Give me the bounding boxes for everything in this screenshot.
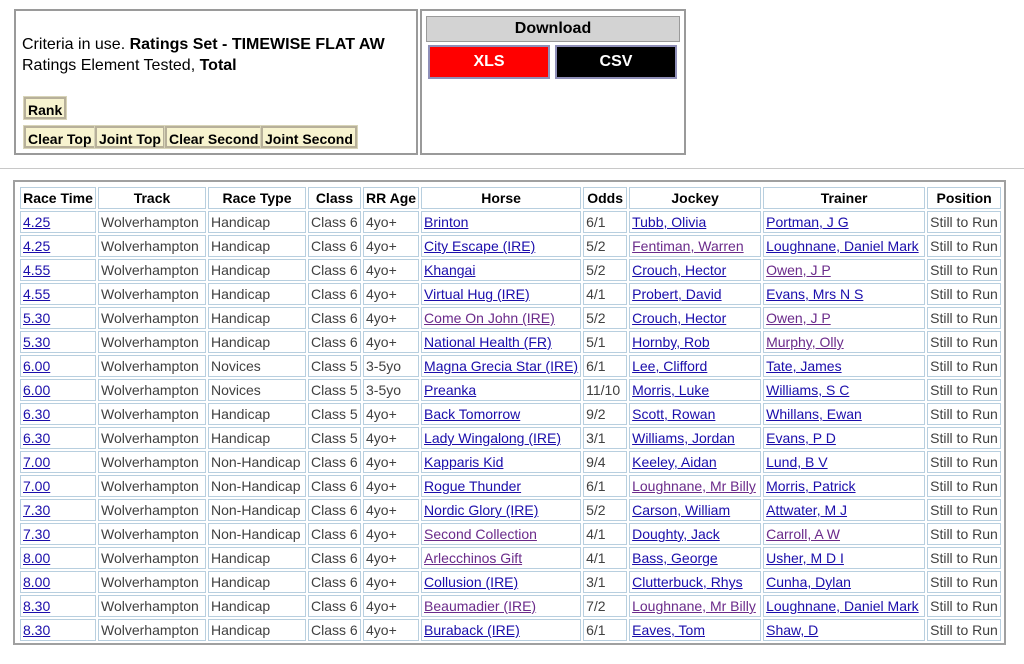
trainer-link[interactable]: Shaw, D <box>766 622 819 638</box>
jockey-link[interactable]: Crouch, Hector <box>632 310 727 326</box>
table-row <box>20 331 1001 353</box>
horse-link[interactable]: Khangai <box>424 262 476 278</box>
trainer-link[interactable]: Murphy, Olly <box>766 334 844 350</box>
table-row <box>20 595 1001 617</box>
jockey-link[interactable]: Fentiman, Warren <box>632 238 744 254</box>
trainer-link[interactable]: Whillans, Ewan <box>766 406 862 422</box>
cell-class: Class 6 <box>308 499 361 521</box>
cell-position: Still to Run <box>927 547 1001 569</box>
cell-race-time <box>20 427 96 449</box>
cell-race-type: Handicap <box>208 307 306 329</box>
cell-position: Still to Run <box>927 427 1001 449</box>
table-row <box>20 451 1001 473</box>
cell-track: Wolverhampton <box>98 331 206 353</box>
cell-track: Wolverhampton <box>98 619 206 641</box>
cell-trainer <box>763 211 925 233</box>
table-row <box>20 259 1001 281</box>
race-time-link[interactable]: 7.00 <box>23 454 51 470</box>
cell-rr-age: 4yo+ <box>363 475 419 497</box>
cell-class: Class 6 <box>308 547 361 569</box>
cell-horse <box>421 235 581 257</box>
table-row <box>20 211 1001 233</box>
cell-race-time <box>20 331 96 353</box>
cell-race-time <box>20 211 96 233</box>
cell-track: Wolverhampton <box>98 307 206 329</box>
cell-rr-age: 4yo+ <box>363 499 419 521</box>
cell-position: Still to Run <box>927 403 1001 425</box>
table-row <box>20 355 1001 377</box>
horse-link[interactable]: Brinton <box>424 214 469 230</box>
horse-link[interactable]: Second Collection <box>424 526 537 542</box>
cell-jockey <box>629 235 761 257</box>
cell-jockey <box>629 211 761 233</box>
trainer-link[interactable]: Williams, S C <box>766 382 850 398</box>
header-race-time: Race Time <box>20 187 96 209</box>
cell-horse <box>421 379 581 401</box>
cell-jockey <box>629 427 761 449</box>
jockey-link[interactable]: Clutterbuck, Rhys <box>632 574 743 590</box>
cell-rr-age: 4yo+ <box>363 259 419 281</box>
cell-class: Class 6 <box>308 307 361 329</box>
cell-race-time <box>20 547 96 569</box>
cell-race-time <box>20 379 96 401</box>
race-time-link[interactable]: 5.30 <box>23 334 51 350</box>
cell-rr-age: 4yo+ <box>363 547 419 569</box>
joint-second-button[interactable]: Joint Second <box>261 126 357 148</box>
horse-link[interactable]: Arlecchinos Gift <box>424 550 523 566</box>
cell-rr-age: 4yo+ <box>363 595 419 617</box>
csv-download-button[interactable]: CSV <box>555 45 677 79</box>
cell-race-time <box>20 499 96 521</box>
trainer-link[interactable]: Loughnane, Daniel Mark <box>766 598 919 614</box>
horse-link[interactable]: Nordic Glory (IRE) <box>424 502 539 518</box>
horse-link[interactable]: Rogue Thunder <box>424 478 522 494</box>
table-row <box>20 283 1001 305</box>
jockey-link[interactable]: Williams, Jordan <box>632 430 735 446</box>
race-time-link[interactable]: 6.00 <box>23 382 51 398</box>
header-horse: Horse <box>421 187 581 209</box>
cell-horse <box>421 547 581 569</box>
trainer-link[interactable]: Evans, Mrs N S <box>766 286 864 302</box>
cell-track: Wolverhampton <box>98 571 206 593</box>
cell-race-time <box>20 283 96 305</box>
cell-jockey <box>629 283 761 305</box>
cell-odds: 6/1 <box>583 355 627 377</box>
download-title: Download <box>426 16 680 42</box>
cell-rr-age: 4yo+ <box>363 307 419 329</box>
cell-odds: 6/1 <box>583 211 627 233</box>
cell-horse <box>421 523 581 545</box>
cell-horse <box>421 307 581 329</box>
horse-link[interactable]: Kapparis Kid <box>424 454 504 470</box>
cell-track: Wolverhampton <box>98 595 206 617</box>
cell-position: Still to Run <box>927 355 1001 377</box>
jockey-link[interactable]: Scott, Rowan <box>632 406 716 422</box>
results-table <box>18 185 1003 643</box>
cell-trainer <box>763 451 925 473</box>
table-row <box>20 619 1001 641</box>
criteria-panel <box>14 9 418 155</box>
cell-trainer <box>763 475 925 497</box>
cell-rr-age: 4yo+ <box>363 211 419 233</box>
header-trainer: Trainer <box>763 187 925 209</box>
cell-odds: 5/2 <box>583 499 627 521</box>
horse-link[interactable]: Virtual Hug (IRE) <box>424 286 530 302</box>
trainer-link[interactable]: Lund, B V <box>766 454 828 470</box>
cell-race-time <box>20 307 96 329</box>
header-race-type: Race Type <box>208 187 306 209</box>
criteria-text <box>22 34 385 76</box>
cell-horse <box>421 595 581 617</box>
table-row <box>20 547 1001 569</box>
joint-top-button[interactable]: Joint Top <box>95 126 165 148</box>
cell-position: Still to Run <box>927 595 1001 617</box>
jockey-link[interactable]: Eaves, Tom <box>632 622 705 638</box>
element-prefix: Ratings Element Tested, <box>22 57 200 74</box>
cell-rr-age: 4yo+ <box>363 235 419 257</box>
cell-race-time <box>20 355 96 377</box>
jockey-link[interactable]: Doughty, Jack <box>632 526 720 542</box>
table-row <box>20 571 1001 593</box>
trainer-link[interactable]: Tate, James <box>766 358 842 374</box>
cell-class: Class 5 <box>308 379 361 401</box>
trainer-link[interactable]: Cunha, Dylan <box>766 574 851 590</box>
cell-race-type: Handicap <box>208 571 306 593</box>
race-time-link[interactable]: 4.55 <box>23 286 51 302</box>
cell-race-type: Handicap <box>208 283 306 305</box>
cell-race-time <box>20 523 96 545</box>
cell-rr-age: 4yo+ <box>363 331 419 353</box>
race-time-link[interactable]: 7.30 <box>23 502 51 518</box>
cell-trainer <box>763 427 925 449</box>
trainer-link[interactable]: Portman, J G <box>766 214 849 230</box>
table-row <box>20 403 1001 425</box>
cell-jockey <box>629 403 761 425</box>
cell-class: Class 6 <box>308 451 361 473</box>
horse-link[interactable]: City Escape (IRE) <box>424 238 536 254</box>
cell-race-time <box>20 595 96 617</box>
cell-odds: 4/1 <box>583 283 627 305</box>
cell-horse <box>421 403 581 425</box>
table-row <box>20 475 1001 497</box>
cell-race-type: Handicap <box>208 211 306 233</box>
table-header-row <box>20 187 1001 209</box>
race-time-link[interactable]: 4.25 <box>23 238 51 254</box>
cell-odds: 5/2 <box>583 235 627 257</box>
cell-track: Wolverhampton <box>98 427 206 449</box>
cell-track: Wolverhampton <box>98 283 206 305</box>
ratings-element-label: Total <box>199 57 237 74</box>
cell-position: Still to Run <box>927 499 1001 521</box>
jockey-link[interactable]: Crouch, Hector <box>632 262 727 278</box>
cell-track: Wolverhampton <box>98 235 206 257</box>
horse-link[interactable]: Preanka <box>424 382 477 398</box>
horse-link[interactable]: National Health (FR) <box>424 334 552 350</box>
cell-trainer <box>763 355 925 377</box>
header-class: Class <box>308 187 361 209</box>
cell-track: Wolverhampton <box>98 259 206 281</box>
horse-link[interactable]: Beaumadier (IRE) <box>424 598 537 614</box>
clear-top-button[interactable]: Clear Top <box>24 126 96 148</box>
cell-class: Class 6 <box>308 283 361 305</box>
cell-class: Class 6 <box>308 619 361 641</box>
cell-jockey <box>629 331 761 353</box>
horse-link[interactable]: Collusion (IRE) <box>424 574 519 590</box>
cell-odds: 5/1 <box>583 331 627 353</box>
race-time-link[interactable]: 6.30 <box>23 430 51 446</box>
clear-second-button[interactable]: Clear Second <box>165 126 262 148</box>
cell-odds: 9/2 <box>583 403 627 425</box>
cell-track: Wolverhampton <box>98 451 206 473</box>
cell-trainer <box>763 259 925 281</box>
cell-horse <box>421 427 581 449</box>
cell-horse <box>421 331 581 353</box>
cell-jockey <box>629 259 761 281</box>
cell-track: Wolverhampton <box>98 403 206 425</box>
cell-rr-age: 4yo+ <box>363 523 419 545</box>
cell-track: Wolverhampton <box>98 475 206 497</box>
horse-link[interactable]: Come On John (IRE) <box>424 310 555 326</box>
cell-rr-age: 4yo+ <box>363 451 419 473</box>
cell-jockey <box>629 571 761 593</box>
ratings-set-label: Ratings Set - TIMEWISE FLAT AW <box>129 36 385 53</box>
cell-race-type: Handicap <box>208 595 306 617</box>
cell-odds: 6/1 <box>583 619 627 641</box>
jockey-link[interactable]: Hornby, Rob <box>632 334 710 350</box>
cell-race-time <box>20 259 96 281</box>
cell-position: Still to Run <box>927 259 1001 281</box>
cell-track: Wolverhampton <box>98 379 206 401</box>
race-time-link[interactable]: 8.30 <box>23 598 51 614</box>
cell-trainer <box>763 283 925 305</box>
cell-class: Class 6 <box>308 475 361 497</box>
cell-trainer <box>763 403 925 425</box>
cell-horse <box>421 259 581 281</box>
cell-race-type: Novices <box>208 355 306 377</box>
race-time-link[interactable]: 7.00 <box>23 478 51 494</box>
cell-class: Class 6 <box>308 259 361 281</box>
cell-race-type: Non-Handicap <box>208 475 306 497</box>
cell-race-type: Handicap <box>208 235 306 257</box>
trainer-link[interactable]: Owen, J P <box>766 310 831 326</box>
race-time-link[interactable]: 8.00 <box>23 550 51 566</box>
cell-track: Wolverhampton <box>98 355 206 377</box>
cell-race-time <box>20 475 96 497</box>
race-time-link[interactable]: 6.00 <box>23 358 51 374</box>
cell-horse <box>421 451 581 473</box>
cell-odds: 6/1 <box>583 475 627 497</box>
criteria-prefix: Criteria in use. <box>22 36 130 53</box>
cell-position: Still to Run <box>927 283 1001 305</box>
cell-position: Still to Run <box>927 619 1001 641</box>
cell-class: Class 6 <box>308 235 361 257</box>
cell-jockey <box>629 619 761 641</box>
race-time-link[interactable]: 4.55 <box>23 262 51 278</box>
trainer-link[interactable]: Attwater, M J <box>766 502 848 518</box>
race-time-link[interactable]: 6.30 <box>23 406 51 422</box>
horse-link[interactable]: Lady Wingalong (IRE) <box>424 430 561 446</box>
cell-jockey <box>629 355 761 377</box>
table-row <box>20 523 1001 545</box>
header-track: Track <box>98 187 206 209</box>
cell-track: Wolverhampton <box>98 547 206 569</box>
jockey-link[interactable]: Loughnane, Mr Billy <box>632 478 756 494</box>
cell-jockey <box>629 475 761 497</box>
cell-track: Wolverhampton <box>98 211 206 233</box>
cell-position: Still to Run <box>927 475 1001 497</box>
cell-horse <box>421 283 581 305</box>
table-row <box>20 235 1001 257</box>
race-time-link[interactable]: 8.00 <box>23 574 51 590</box>
race-time-link[interactable]: 5.30 <box>23 310 51 326</box>
cell-trainer <box>763 595 925 617</box>
cell-jockey <box>629 451 761 473</box>
cell-trainer <box>763 331 925 353</box>
results-table-container <box>13 180 1006 645</box>
table-row <box>20 307 1001 329</box>
section-divider <box>0 168 1024 169</box>
cell-position: Still to Run <box>927 451 1001 473</box>
cell-race-type: Handicap <box>208 403 306 425</box>
cell-horse <box>421 571 581 593</box>
cell-race-type: Novices <box>208 379 306 401</box>
cell-race-type: Non-Handicap <box>208 499 306 521</box>
cell-trainer <box>763 235 925 257</box>
cell-rr-age: 4yo+ <box>363 403 419 425</box>
cell-trainer <box>763 547 925 569</box>
trainer-link[interactable]: Owen, J P <box>766 262 831 278</box>
download-panel <box>420 9 686 155</box>
cell-race-type: Handicap <box>208 547 306 569</box>
cell-jockey <box>629 499 761 521</box>
cell-horse <box>421 355 581 377</box>
jockey-link[interactable]: Bass, George <box>632 550 718 566</box>
cell-race-type: Handicap <box>208 619 306 641</box>
jockey-link[interactable]: Keeley, Aidan <box>632 454 717 470</box>
cell-trainer <box>763 619 925 641</box>
trainer-link[interactable]: Carroll, A W <box>766 526 841 542</box>
cell-position: Still to Run <box>927 331 1001 353</box>
cell-trainer <box>763 307 925 329</box>
cell-race-type: Handicap <box>208 259 306 281</box>
cell-odds: 11/10 <box>583 379 627 401</box>
header-rr-age: RR Age <box>363 187 419 209</box>
cell-track: Wolverhampton <box>98 499 206 521</box>
table-row <box>20 379 1001 401</box>
trainer-link[interactable]: Morris, Patrick <box>766 478 856 494</box>
cell-class: Class 6 <box>308 523 361 545</box>
jockey-link[interactable]: Lee, Clifford <box>632 358 708 374</box>
cell-position: Still to Run <box>927 379 1001 401</box>
header-odds: Odds <box>583 187 627 209</box>
cell-position: Still to Run <box>927 211 1001 233</box>
cell-rr-age: 4yo+ <box>363 571 419 593</box>
cell-jockey <box>629 379 761 401</box>
cell-race-time <box>20 619 96 641</box>
trainer-link[interactable]: Usher, M D I <box>766 550 844 566</box>
cell-rr-age: 4yo+ <box>363 283 419 305</box>
cell-race-time <box>20 403 96 425</box>
cell-class: Class 5 <box>308 355 361 377</box>
header-jockey: Jockey <box>629 187 761 209</box>
cell-class: Class 6 <box>308 211 361 233</box>
horse-link[interactable]: Buraback (IRE) <box>424 622 520 638</box>
trainer-link[interactable]: Loughnane, Daniel Mark <box>766 238 919 254</box>
cell-class: Class 6 <box>308 595 361 617</box>
cell-horse <box>421 619 581 641</box>
cell-trainer <box>763 379 925 401</box>
race-time-link[interactable]: 8.30 <box>23 622 51 638</box>
cell-position: Still to Run <box>927 523 1001 545</box>
rank-button[interactable]: Rank <box>24 97 66 119</box>
cell-jockey <box>629 547 761 569</box>
cell-jockey <box>629 595 761 617</box>
cell-class: Class 5 <box>308 403 361 425</box>
cell-horse <box>421 211 581 233</box>
cell-rr-age: 4yo+ <box>363 427 419 449</box>
race-time-link[interactable]: 4.25 <box>23 214 51 230</box>
table-row <box>20 499 1001 521</box>
jockey-link[interactable]: Probert, David <box>632 286 722 302</box>
cell-race-type: Handicap <box>208 331 306 353</box>
cell-race-type: Non-Handicap <box>208 451 306 473</box>
cell-odds: 3/1 <box>583 571 627 593</box>
cell-track: Wolverhampton <box>98 523 206 545</box>
cell-race-time <box>20 571 96 593</box>
cell-class: Class 6 <box>308 331 361 353</box>
cell-race-type: Handicap <box>208 427 306 449</box>
cell-rr-age: 3-5yo <box>363 355 419 377</box>
cell-class: Class 5 <box>308 427 361 449</box>
jockey-link[interactable]: Carson, William <box>632 502 731 518</box>
cell-position: Still to Run <box>927 571 1001 593</box>
jockey-link[interactable]: Loughnane, Mr Billy <box>632 598 756 614</box>
cell-jockey <box>629 523 761 545</box>
cell-position: Still to Run <box>927 307 1001 329</box>
table-row <box>20 427 1001 449</box>
cell-position: Still to Run <box>927 235 1001 257</box>
cell-odds: 5/2 <box>583 259 627 281</box>
horse-link[interactable]: Back Tomorrow <box>424 406 521 422</box>
cell-horse <box>421 475 581 497</box>
jockey-link[interactable]: Tubb, Olivia <box>632 214 707 230</box>
cell-trainer <box>763 571 925 593</box>
cell-odds: 3/1 <box>583 427 627 449</box>
header-position: Position <box>927 187 1001 209</box>
race-time-link[interactable]: 7.30 <box>23 526 51 542</box>
jockey-link[interactable]: Morris, Luke <box>632 382 710 398</box>
cell-rr-age: 4yo+ <box>363 619 419 641</box>
cell-odds: 5/2 <box>583 307 627 329</box>
trainer-link[interactable]: Evans, P D <box>766 430 836 446</box>
cell-race-time <box>20 235 96 257</box>
cell-odds: 4/1 <box>583 523 627 545</box>
xls-download-button[interactable]: XLS <box>428 45 550 79</box>
cell-race-time <box>20 451 96 473</box>
cell-jockey <box>629 307 761 329</box>
horse-link[interactable]: Magna Grecia Star (IRE) <box>424 358 579 374</box>
cell-odds: 7/2 <box>583 595 627 617</box>
cell-horse <box>421 499 581 521</box>
cell-odds: 9/4 <box>583 451 627 473</box>
cell-odds: 4/1 <box>583 547 627 569</box>
cell-trainer <box>763 523 925 545</box>
cell-race-type: Non-Handicap <box>208 523 306 545</box>
cell-class: Class 6 <box>308 571 361 593</box>
cell-rr-age: 3-5yo <box>363 379 419 401</box>
cell-trainer <box>763 499 925 521</box>
